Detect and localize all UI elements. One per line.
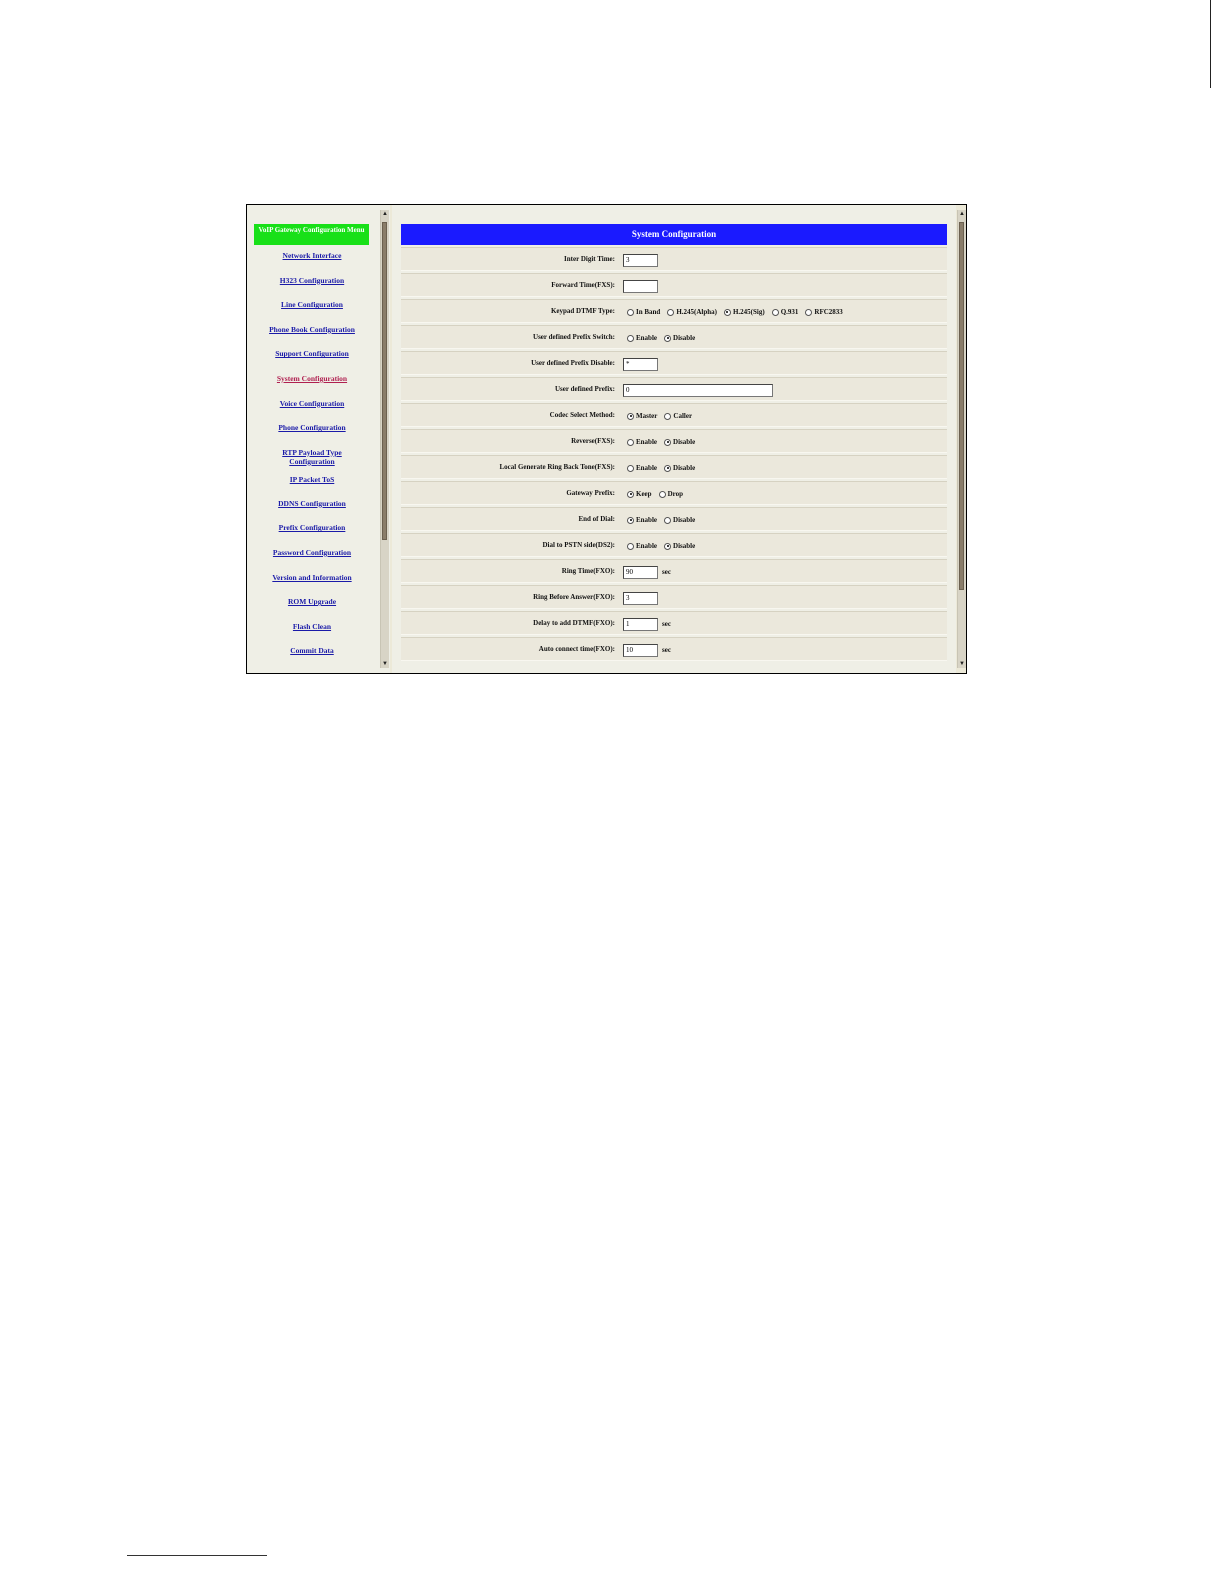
row-end-of-dial xyxy=(401,507,947,531)
label-ring-time: Ring Time(FXO): xyxy=(561,567,615,575)
menu-item-flash-clean[interactable]: Flash Clean xyxy=(292,621,332,631)
ringback-enable-radio[interactable] xyxy=(627,465,634,472)
row-ring-before-answer xyxy=(401,585,947,609)
menu-item-voice-configuration[interactable]: Voice Configuration xyxy=(279,398,345,408)
scroll-up-arrow-icon[interactable]: ▲ xyxy=(382,211,388,217)
menu-item-phone-configuration[interactable]: Phone Configuration xyxy=(278,423,346,433)
reverse-enable-label: Enable xyxy=(636,438,658,446)
gateway-drop-label: Drop xyxy=(667,490,683,498)
menu-header: VoIP Gateway Configuration Menu xyxy=(254,224,369,245)
end-dial-disable-label: Disable xyxy=(673,516,696,524)
user-prefix-input[interactable] xyxy=(623,384,773,397)
menu-scrollbar[interactable] xyxy=(380,210,389,668)
main-frame xyxy=(392,205,956,673)
footnote-divider xyxy=(127,1555,267,1556)
row-dial-pstn xyxy=(401,533,947,557)
gateway-drop-radio[interactable] xyxy=(659,491,666,498)
prefix-switch-enable-label: Enable xyxy=(636,334,658,342)
inter-digit-time-input[interactable] xyxy=(623,254,658,267)
prefix-switch-enable-radio[interactable] xyxy=(627,335,634,342)
page-edge-line xyxy=(1210,0,1211,88)
reverse-disable-label: Disable xyxy=(673,438,696,446)
end-dial-enable-radio[interactable] xyxy=(627,517,634,524)
dtmf-h245-alpha-radio[interactable] xyxy=(667,309,674,316)
label-inter-digit-time: Inter Digit Time: xyxy=(564,255,615,263)
row-auto-connect xyxy=(401,637,947,661)
row-inter-digit-time xyxy=(401,247,947,271)
ringback-disable-radio[interactable] xyxy=(664,465,671,472)
dtmf-inband-label: In Band xyxy=(636,308,661,316)
reverse-disable-radio[interactable] xyxy=(664,439,671,446)
gateway-keep-radio[interactable] xyxy=(627,491,634,498)
label-gateway-prefix: Gateway Prefix: xyxy=(566,489,615,497)
label-local-ringback: Local Generate Ring Back Tone(FXS): xyxy=(499,463,615,471)
main-scrollbar[interactable] xyxy=(957,210,966,668)
browser-screenshot xyxy=(246,204,967,674)
row-user-prefix-switch xyxy=(401,325,947,349)
gateway-keep-label: Keep xyxy=(636,490,652,498)
delay-dtmf-unit: sec xyxy=(662,620,671,628)
menu-item-commit-data[interactable]: Commit Data xyxy=(290,646,334,656)
label-forward-time: Forward Time(FXS): xyxy=(551,281,615,289)
menu-item-phone-book-configuration[interactable]: Phone Book Configuration xyxy=(269,324,355,334)
dtmf-q931-radio[interactable] xyxy=(772,309,779,316)
menu-item-system-configuration[interactable]: System Configuration xyxy=(276,373,348,383)
menu-item-ip-packet-tos[interactable]: IP Packet ToS xyxy=(289,474,335,484)
prefix-switch-disable-label: Disable xyxy=(673,334,696,342)
config-form xyxy=(401,247,947,663)
label-dial-pstn: Dial to PSTN side(DS2): xyxy=(542,541,615,549)
dial-pstn-disable-label: Disable xyxy=(673,542,696,550)
label-ring-before-answer: Ring Before Answer(FXO): xyxy=(533,593,615,601)
prefix-switch-disable-radio[interactable] xyxy=(664,335,671,342)
menu-list xyxy=(247,251,377,671)
label-user-prefix-disable: User defined Prefix Disable: xyxy=(531,359,615,367)
row-user-prefix xyxy=(401,377,947,401)
dial-pstn-enable-label: Enable xyxy=(636,542,658,550)
menu-item-rtp-label: RTP Payload Type Configuration xyxy=(282,447,342,466)
dial-pstn-enable-radio[interactable] xyxy=(627,543,634,550)
row-keypad-dtmf-type xyxy=(401,299,947,323)
menu-item-version-and-information[interactable]: Version and Information xyxy=(272,572,352,582)
auto-connect-unit: sec xyxy=(662,646,671,654)
dtmf-inband-radio[interactable] xyxy=(627,309,634,316)
dtmf-rfc2833-label: RFC2833 xyxy=(814,308,843,316)
row-codec-select xyxy=(401,403,947,427)
row-reverse xyxy=(401,429,947,453)
label-auto-connect: Auto connect time(FXO): xyxy=(538,645,615,653)
ring-time-input[interactable] xyxy=(623,566,658,579)
scroll-thumb[interactable] xyxy=(959,222,964,590)
label-user-prefix: User defined Prefix: xyxy=(554,385,615,393)
dtmf-rfc2833-radio[interactable] xyxy=(805,309,812,316)
codec-master-radio[interactable] xyxy=(627,413,634,420)
dtmf-h245-sig-radio[interactable] xyxy=(724,309,731,316)
label-codec-select: Codec Select Method: xyxy=(549,411,615,419)
row-delay-dtmf xyxy=(401,611,947,635)
label-delay-dtmf: Delay to add DTMF(FXO): xyxy=(533,619,615,627)
reverse-enable-radio[interactable] xyxy=(627,439,634,446)
ring-before-answer-input[interactable] xyxy=(623,592,658,605)
row-local-ringback xyxy=(401,455,947,479)
ringback-disable-label: Disable xyxy=(673,464,696,472)
delay-dtmf-input[interactable] xyxy=(623,618,658,631)
label-end-of-dial: End of Dial: xyxy=(578,515,615,523)
menu-item-network-interface[interactable]: Network Interface xyxy=(282,251,342,260)
menu-item-support-configuration[interactable]: Support Configuration xyxy=(275,349,349,359)
menu-item-ddns-configuration[interactable]: DDNS Configuration xyxy=(278,498,346,508)
menu-item-rom-upgrade[interactable]: ROM Upgrade xyxy=(287,597,337,607)
forward-time-input[interactable] xyxy=(623,280,658,293)
row-forward-time xyxy=(401,273,947,297)
row-gateway-prefix xyxy=(401,481,947,505)
label-user-prefix-switch: User defined Prefix Switch: xyxy=(533,333,615,341)
user-prefix-disable-input[interactable] xyxy=(623,358,658,371)
scroll-up-arrow-icon[interactable]: ▲ xyxy=(959,211,965,217)
menu-item-h323-configuration[interactable]: H323 Configuration xyxy=(279,275,345,285)
ringback-enable-label: Enable xyxy=(636,464,658,472)
end-dial-enable-label: Enable xyxy=(636,516,658,524)
codec-caller-radio[interactable] xyxy=(664,413,671,420)
dtmf-h245-sig-label: H.245(Sig) xyxy=(732,308,765,316)
dial-pstn-disable-radio[interactable] xyxy=(664,543,671,550)
menu-item-prefix-configuration[interactable]: Prefix Configuration xyxy=(278,523,346,533)
label-reverse: Reverse(FXS): xyxy=(571,437,615,445)
end-dial-disable-radio[interactable] xyxy=(664,517,671,524)
ring-time-unit: sec xyxy=(662,568,671,576)
dtmf-q931-label: Q.931 xyxy=(780,308,799,316)
codec-caller-label: Caller xyxy=(673,412,693,420)
page-title: System Configuration xyxy=(401,224,947,245)
menu-item-line-configuration[interactable]: Line Configuration xyxy=(281,300,343,310)
row-user-prefix-disable xyxy=(401,351,947,375)
menu-frame xyxy=(247,205,390,673)
scroll-down-arrow-icon[interactable]: ▼ xyxy=(959,661,965,667)
scroll-thumb[interactable] xyxy=(382,222,387,540)
menu-item-rtp-payload-type-configuration[interactable] xyxy=(247,448,377,475)
dtmf-h245-alpha-label: H.245(Alpha) xyxy=(676,308,717,316)
menu-item-password-configuration[interactable]: Password Configuration xyxy=(272,547,352,557)
auto-connect-input[interactable] xyxy=(623,644,658,657)
label-keypad-dtmf-type: Keypad DTMF Type: xyxy=(550,307,615,315)
scroll-down-arrow-icon[interactable]: ▼ xyxy=(382,661,388,667)
codec-master-label: Master xyxy=(636,412,658,420)
row-ring-time xyxy=(401,559,947,583)
